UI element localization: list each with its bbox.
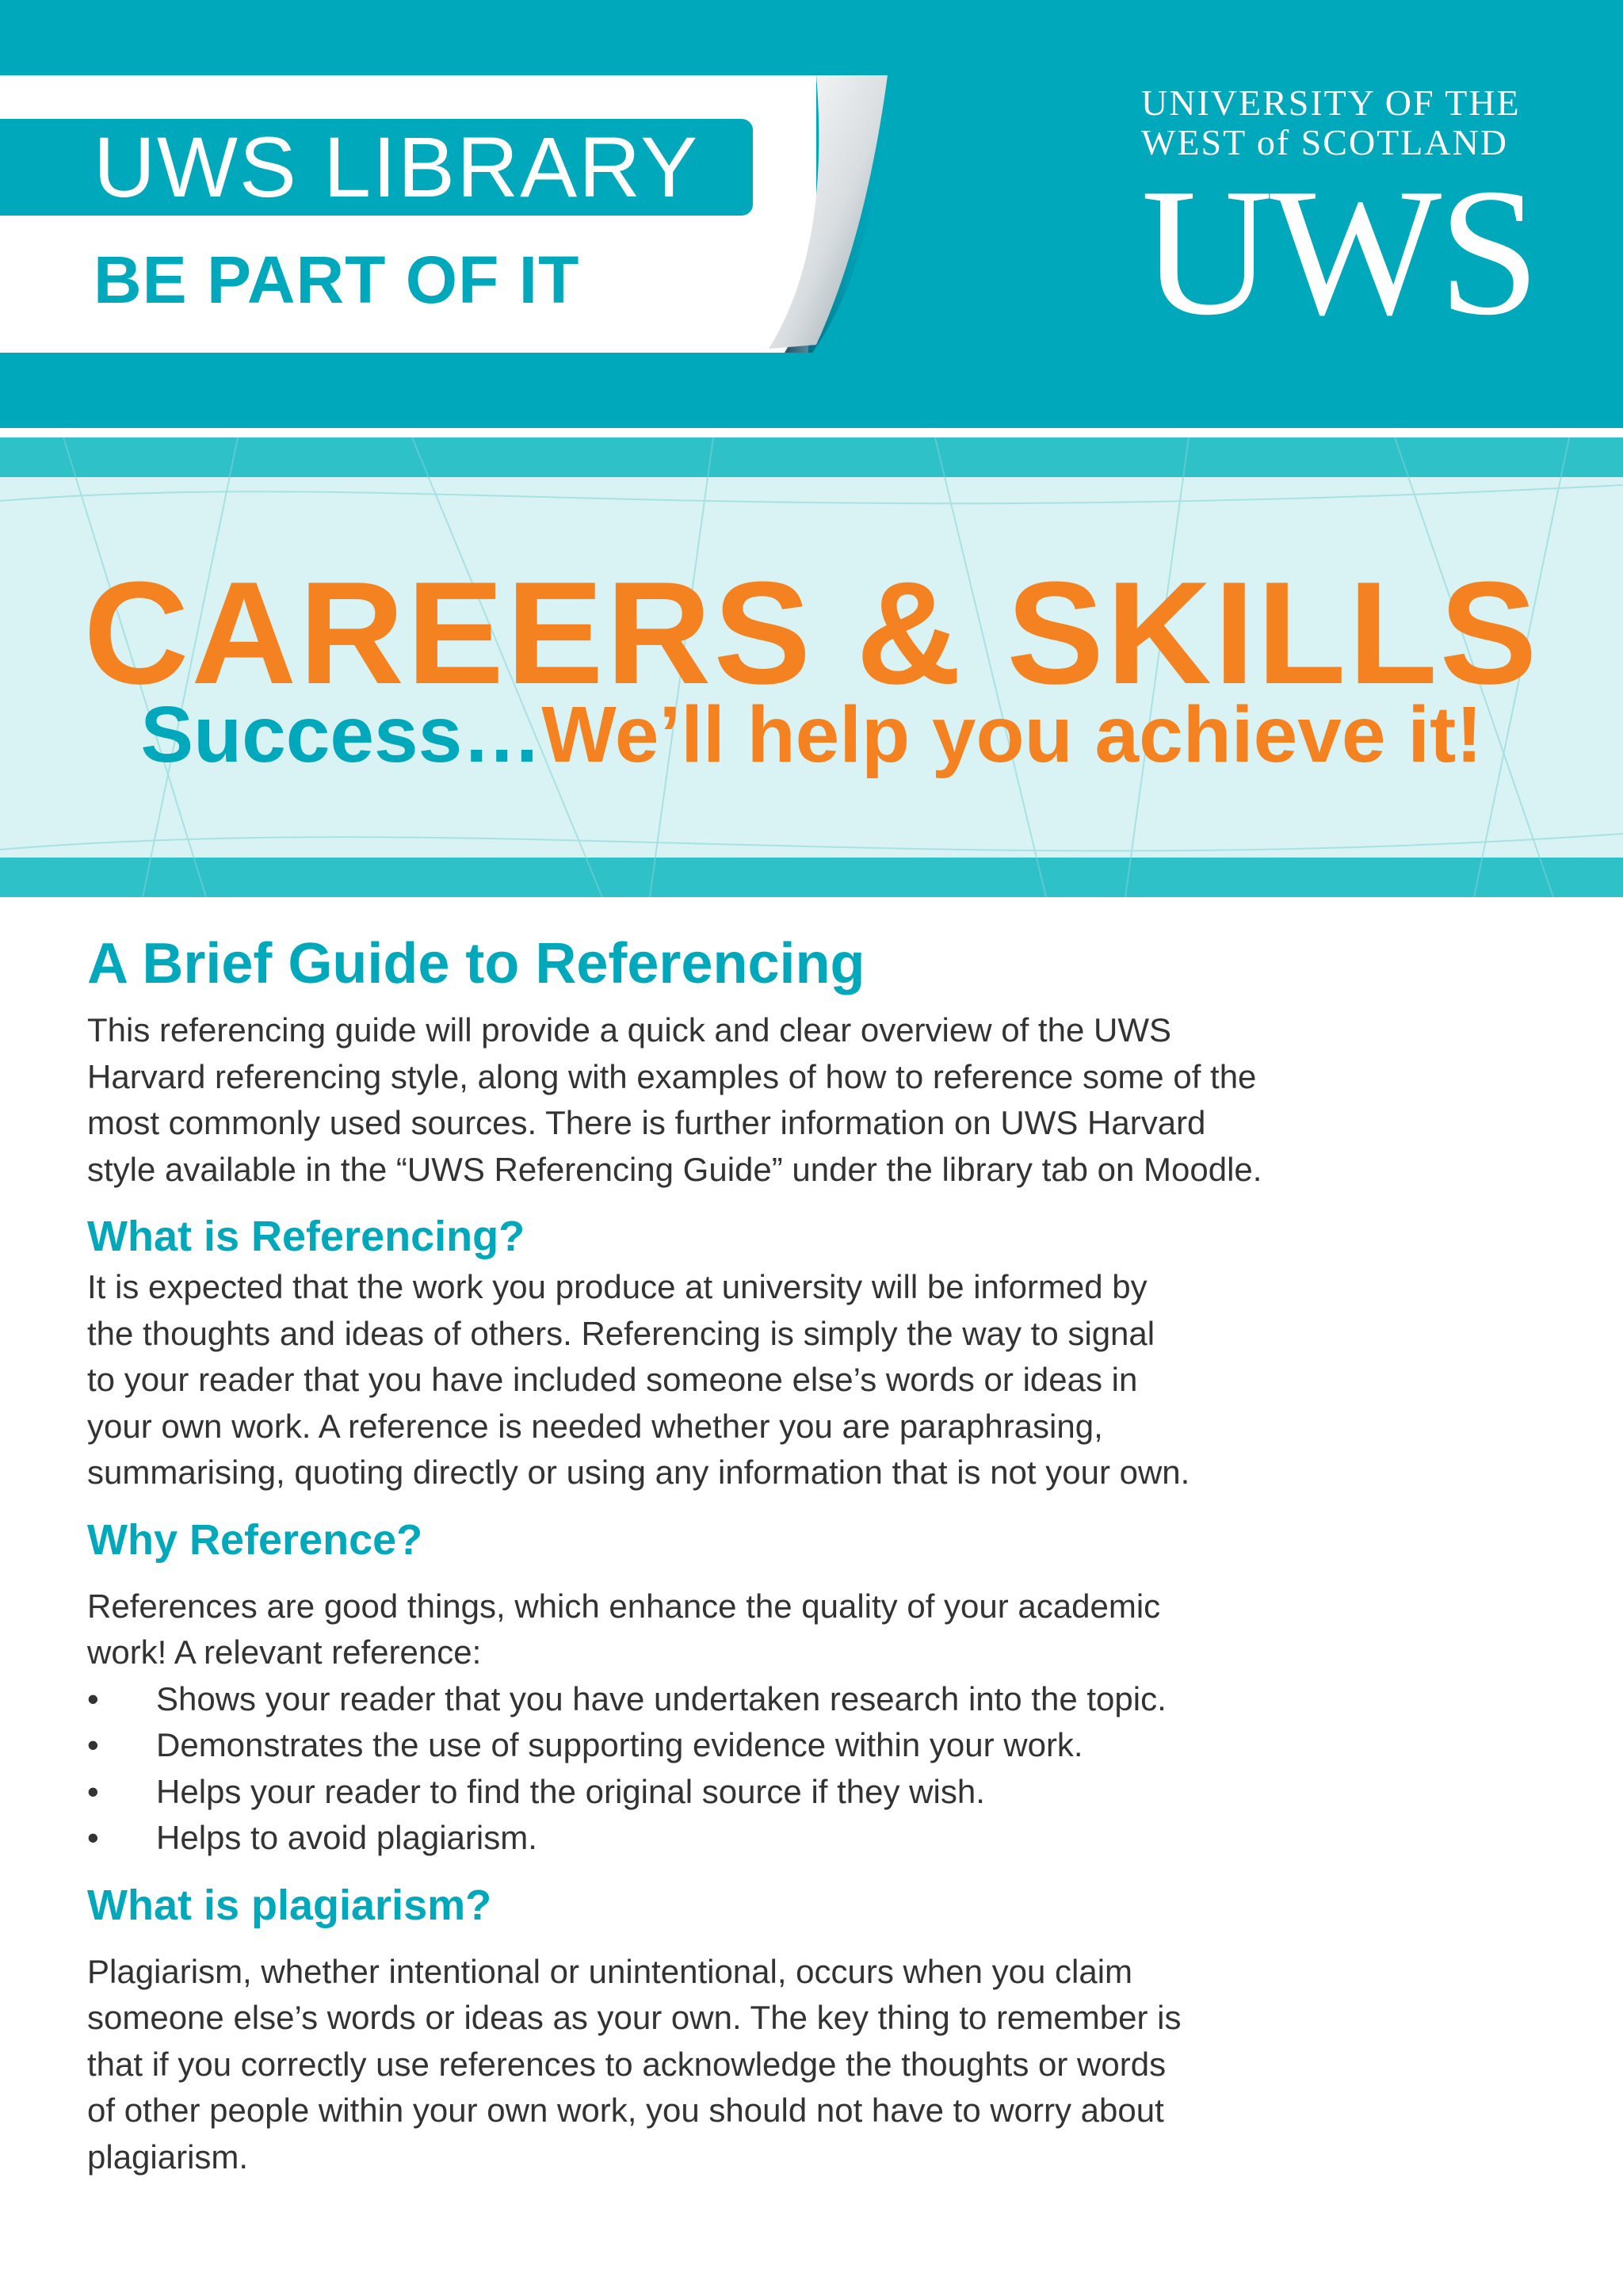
referencing-line: your own work. A reference is needed whether you are paraphrasing, <box>87 1407 1103 1445</box>
list-item <box>87 1676 1561 1723</box>
spacer <box>87 1568 1561 1584</box>
guide-content <box>87 931 1561 2180</box>
intro-line: This referencing guide will provide a quick and clear overview of the UWS <box>87 1011 1171 1049</box>
referencing-line: the thoughts and ideas of others. Referencing is simply the way to signal <box>87 1314 1155 1352</box>
uws-logo <box>1141 82 1537 353</box>
guide-intro <box>87 1007 1561 1193</box>
careers-banner <box>0 437 1623 897</box>
library-title: UWS LIBRARY <box>94 119 700 215</box>
plagiarism-line: someone else’s words or ideas as your own. The key thing to remember is <box>87 1999 1182 2036</box>
why-reference-heading: Why Reference? <box>87 1515 423 1564</box>
bullet-icon: • <box>87 1726 99 1763</box>
referencing-line: summarising, quoting directly or using any information that is not your own. <box>87 1454 1190 1491</box>
list-item-text: Helps your reader to find the original source if they wish. <box>156 1772 985 1810</box>
referencing-line: It is expected that the work you produce at university will be informed by <box>87 1268 1148 1305</box>
banner-subtitle-part2: We’ll help you achieve it! <box>541 690 1483 779</box>
plagiarism-line: that if you correctly use references to acknowledge the thoughts or words <box>87 2045 1167 2083</box>
logo-line-1: UNIVERSITY OF THE <box>1141 82 1521 123</box>
what-is-referencing-heading: What is Referencing? <box>87 1213 525 1260</box>
bullet-icon: • <box>87 1819 99 1856</box>
list-item <box>87 1722 1561 1769</box>
list-item-text: Helps to avoid plagiarism. <box>156 1819 537 1856</box>
library-tagline: BE PART OF IT <box>94 243 580 317</box>
what-is-referencing-body <box>87 1264 1561 1496</box>
page-curl-graphic <box>737 75 1038 353</box>
intro-line: Harvard referencing style, along with examples of how to reference some of the <box>87 1057 1257 1095</box>
plagiarism-body <box>87 1949 1561 2181</box>
list-item-text: Shows your reader that you have undertaken research into the topic. <box>156 1679 1167 1717</box>
why-line: work! A relevant reference: <box>87 1633 482 1671</box>
bullet-icon: • <box>87 1772 99 1810</box>
plagiarism-heading: What is plagiarism? <box>87 1881 492 1929</box>
list-item <box>87 1815 1561 1862</box>
logo-mark: UWS <box>1141 151 1537 353</box>
referencing-line: to your reader that you have included someone else’s words or ideas in <box>87 1361 1138 1398</box>
why-reference-body <box>87 1584 1561 1862</box>
spacer <box>87 1933 1561 1949</box>
list-item-text: Demonstrates the use of supporting evidence within your work. <box>156 1726 1083 1763</box>
logo-line-2: WEST of SCOTLAND <box>1141 122 1509 162</box>
header-banner <box>0 0 1623 428</box>
banner-subtitle <box>0 690 1623 781</box>
banner-title: CAREERS & SKILLS <box>83 551 1540 714</box>
intro-line: most commonly used sources. There is further information on UWS Harvard <box>87 1104 1206 1141</box>
intro-line: style available in the “UWS Referencing Guide” under the library tab on Moodle. <box>87 1150 1262 1188</box>
bullet-icon: • <box>87 1679 99 1717</box>
plagiarism-line: of other people within your own work, you should not have to worry about <box>87 2092 1164 2129</box>
why-line: References are good things, which enhance the quality of your academic <box>87 1587 1161 1625</box>
guide-heading: A Brief Guide to Referencing <box>87 932 865 995</box>
plagiarism-line: plagiarism. <box>87 2137 249 2176</box>
reference-benefits-list <box>87 1676 1561 1862</box>
list-item <box>87 1769 1561 1816</box>
plagiarism-line: Plagiarism, whether intentional or unintentional, occurs when you claim <box>87 1952 1133 1990</box>
banner-subtitle-part1: Success… <box>140 690 542 779</box>
